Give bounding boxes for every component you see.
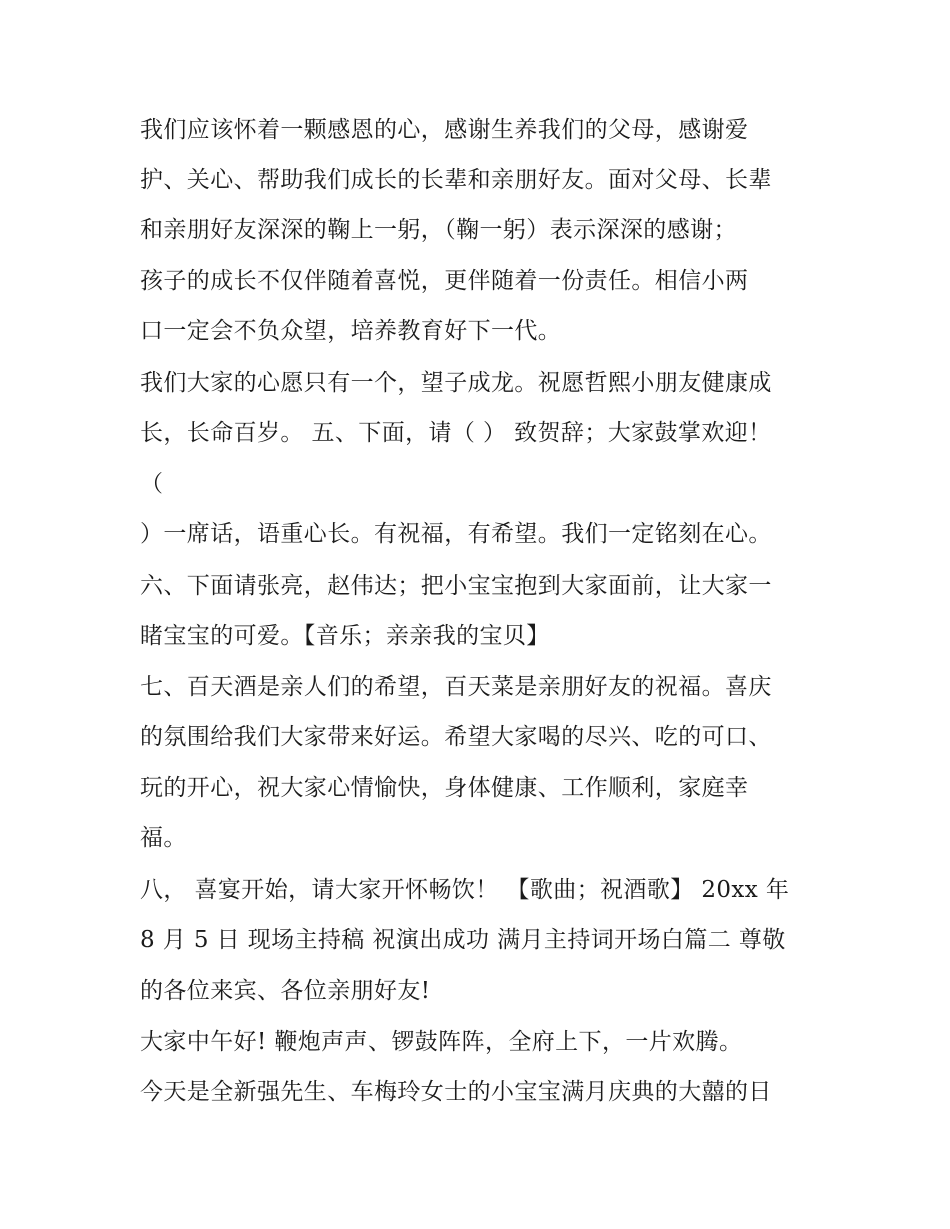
text-line: 口一定会不负众望，培养教育好下一代。 bbox=[140, 318, 562, 344]
text-line: 今天是全新强先生、车梅玲女士的小宝宝满月庆典的大囍的日 bbox=[140, 1079, 772, 1105]
text-line: 护、关心、帮助我们成长的长辈和亲朋好友。面对父母、长辈 bbox=[140, 167, 772, 193]
text-line: 的各位来宾、各位亲朋好友! bbox=[140, 978, 431, 1004]
text-line: 八， 喜宴开始，请大家开怀畅饮！ 【歌曲；祝酒歌】 20xx 年 bbox=[140, 877, 790, 903]
text-line: 和亲朋好友深深的鞠上一躬，（鞠一躬）表示深深的感谢； bbox=[140, 217, 737, 243]
text-line: 的氛围给我们大家带来好运。希望大家喝的尽兴、吃的可口、 bbox=[140, 724, 772, 750]
text-line: 福。 bbox=[140, 825, 187, 851]
text-line: 睹宝宝的可爱。【音乐；亲亲我的宝贝】 bbox=[140, 623, 550, 649]
text-line: 七、百天酒是亲人们的希望，百天菜是亲朋好友的祝福。喜庆 bbox=[140, 674, 772, 700]
text-line: 六、下面请张亮，赵伟达；把小宝宝抱到大家面前，让大家一 bbox=[140, 573, 772, 599]
text-line: 大家中午好! 鞭炮声声、锣鼓阵阵，全府上下，一片欢腾。 bbox=[140, 1029, 743, 1055]
text-line: 我们大家的心愿只有一个，望子成龙。祝愿哲熙小朋友健康成 bbox=[140, 370, 772, 396]
text-line: 孩子的成长不仅伴随着喜悦，更伴随着一份责任。相信小两 bbox=[140, 268, 749, 294]
text-line: 玩的开心，祝大家心情愉快，身体健康、工作顺利，家庭幸 bbox=[140, 775, 749, 801]
text-line: 长，长命百岁。 五、下面，请（ ） 致贺辞；大家鼓掌欢迎！ bbox=[140, 420, 772, 446]
text-line: 我们应该怀着一颗感恩的心，感谢生养我们的父母，感谢爱 bbox=[140, 117, 749, 143]
text-line: ）一席话，语重心长。有祝福，有希望。我们一定铭刻在心。 bbox=[140, 521, 772, 547]
text-line: （ bbox=[140, 471, 164, 497]
text-line: 8 月 5 日 现场主持稿 祝演出成功 满月主持词开场白篇二 尊敬 bbox=[140, 927, 786, 953]
